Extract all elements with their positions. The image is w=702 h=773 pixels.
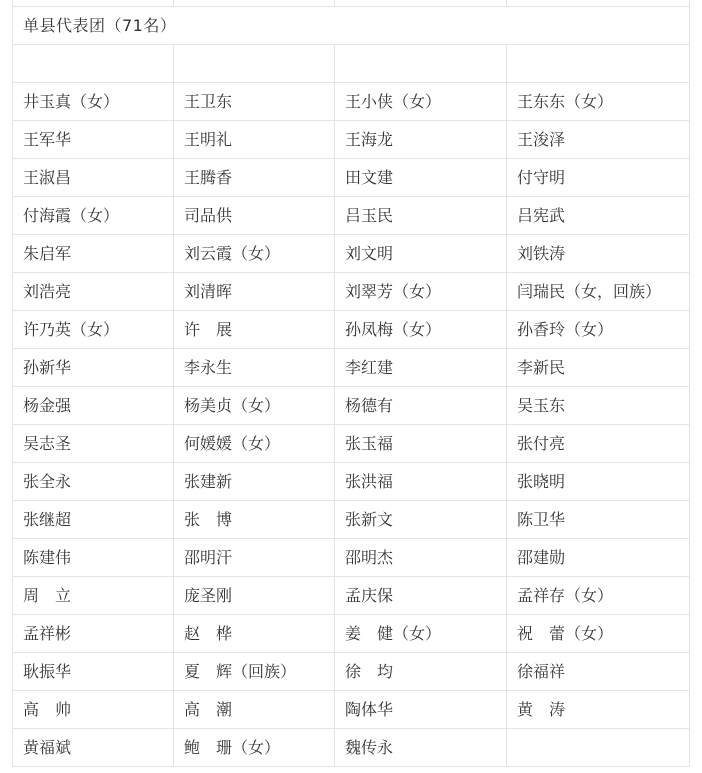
- member-name-cell: 杨金强: [13, 387, 174, 425]
- table-row: [13, 615, 690, 653]
- member-name-cell: 张洪福: [335, 463, 507, 501]
- member-name-cell: 魏传永: [335, 729, 507, 767]
- table-row: [13, 273, 690, 311]
- empty-cell: [13, 45, 174, 83]
- table-row: [13, 729, 690, 767]
- member-name-cell: 徐福祥: [507, 653, 690, 691]
- member-name-cell: 朱启军: [13, 235, 174, 273]
- member-name-cell: 王淑昌: [13, 159, 174, 197]
- member-name-cell: 司品供: [174, 197, 335, 235]
- member-name-cell: 徐 均: [335, 653, 507, 691]
- member-name-cell: 孟祥彬: [13, 615, 174, 653]
- member-name-cell: 孙新华: [13, 349, 174, 387]
- member-name-cell: 陈卫华: [507, 501, 690, 539]
- member-name-cell: 张付亮: [507, 425, 690, 463]
- member-name-cell: 张 博: [174, 501, 335, 539]
- member-name-cell: 刘浩亮: [13, 273, 174, 311]
- member-name-cell: 邵建勋: [507, 539, 690, 577]
- table-row: [13, 311, 690, 349]
- table-row: [13, 463, 690, 501]
- table-row: [13, 83, 690, 121]
- member-name-cell: 王卫东: [174, 83, 335, 121]
- member-name-cell: 王东东（女）: [507, 83, 690, 121]
- member-name-cell: 刘翠芳（女）: [335, 273, 507, 311]
- member-name-cell: 许 展: [174, 311, 335, 349]
- member-name-cell: [507, 729, 690, 767]
- title-row: [13, 7, 690, 45]
- member-name-cell: 王军华: [13, 121, 174, 159]
- delegation-title: 单县代表团（71名）: [13, 7, 690, 45]
- member-name-cell: 夏 辉（回族）: [174, 653, 335, 691]
- member-name-cell: 庞圣刚: [174, 577, 335, 615]
- member-name-cell: 邵明杰: [335, 539, 507, 577]
- empty-cell: [507, 45, 690, 83]
- table-row: [13, 159, 690, 197]
- table-row: [13, 425, 690, 463]
- table-row: [13, 501, 690, 539]
- member-name-cell: 黄福斌: [13, 729, 174, 767]
- member-name-cell: 何媛媛（女）: [174, 425, 335, 463]
- member-name-cell: 耿振华: [13, 653, 174, 691]
- member-name-cell: 付海霞（女）: [13, 197, 174, 235]
- member-name-cell: 黄 涛: [507, 691, 690, 729]
- member-name-cell: 李新民: [507, 349, 690, 387]
- member-name-cell: 王浚泽: [507, 121, 690, 159]
- member-name-cell: 刘铁涛: [507, 235, 690, 273]
- member-name-cell: 杨德有: [335, 387, 507, 425]
- table-row: [13, 235, 690, 273]
- empty-cell: [174, 45, 335, 83]
- member-name-cell: 井玉真（女）: [13, 83, 174, 121]
- member-name-cell: 许乃英（女）: [13, 311, 174, 349]
- empty-cell: [335, 45, 507, 83]
- member-name-cell: 姜 健（女）: [335, 615, 507, 653]
- delegation-table: [12, 0, 690, 767]
- member-name-cell: 吴志圣: [13, 425, 174, 463]
- member-name-cell: 吴玉东: [507, 387, 690, 425]
- table-row: [13, 121, 690, 159]
- member-name-cell: 高 帅: [13, 691, 174, 729]
- member-name-cell: 孙香玲（女）: [507, 311, 690, 349]
- table-row: [13, 387, 690, 425]
- table-row: [13, 349, 690, 387]
- table-row: [13, 539, 690, 577]
- member-name-cell: 邵明汗: [174, 539, 335, 577]
- blank-row: [13, 45, 690, 83]
- member-name-cell: 周 立: [13, 577, 174, 615]
- member-name-cell: 吕玉民: [335, 197, 507, 235]
- member-name-cell: 张新文: [335, 501, 507, 539]
- member-name-cell: 付守明: [507, 159, 690, 197]
- member-name-cell: 吕宪武: [507, 197, 690, 235]
- table-row: [13, 197, 690, 235]
- table-row: [13, 691, 690, 729]
- member-name-cell: 李永生: [174, 349, 335, 387]
- member-name-cell: 祝 蕾（女）: [507, 615, 690, 653]
- member-name-cell: 孙凤梅（女）: [335, 311, 507, 349]
- member-name-cell: 王海龙: [335, 121, 507, 159]
- member-name-cell: 张玉福: [335, 425, 507, 463]
- member-name-cell: 王明礼: [174, 121, 335, 159]
- member-name-cell: 田文建: [335, 159, 507, 197]
- member-name-cell: 闫瑞民（女，回族）: [507, 273, 690, 311]
- member-name-cell: 高 潮: [174, 691, 335, 729]
- member-name-cell: 赵 桦: [174, 615, 335, 653]
- member-name-cell: 陈建伟: [13, 539, 174, 577]
- member-name-cell: 陶体华: [335, 691, 507, 729]
- table-row: [13, 577, 690, 615]
- table-body: [13, 0, 690, 767]
- member-name-cell: 刘文明: [335, 235, 507, 273]
- member-name-cell: 孟祥存（女）: [507, 577, 690, 615]
- table-row: [13, 653, 690, 691]
- member-name-cell: 张晓明: [507, 463, 690, 501]
- member-name-cell: 王腾香: [174, 159, 335, 197]
- member-name-cell: 张全永: [13, 463, 174, 501]
- member-name-cell: 刘清晖: [174, 273, 335, 311]
- member-name-cell: 李红建: [335, 349, 507, 387]
- member-name-cell: 张建新: [174, 463, 335, 501]
- member-name-cell: 孟庆保: [335, 577, 507, 615]
- member-name-cell: 杨美贞（女）: [174, 387, 335, 425]
- member-name-cell: 王小侠（女）: [335, 83, 507, 121]
- member-name-cell: 鲍 珊（女）: [174, 729, 335, 767]
- member-name-cell: 张继超: [13, 501, 174, 539]
- member-name-cell: 刘云霞（女）: [174, 235, 335, 273]
